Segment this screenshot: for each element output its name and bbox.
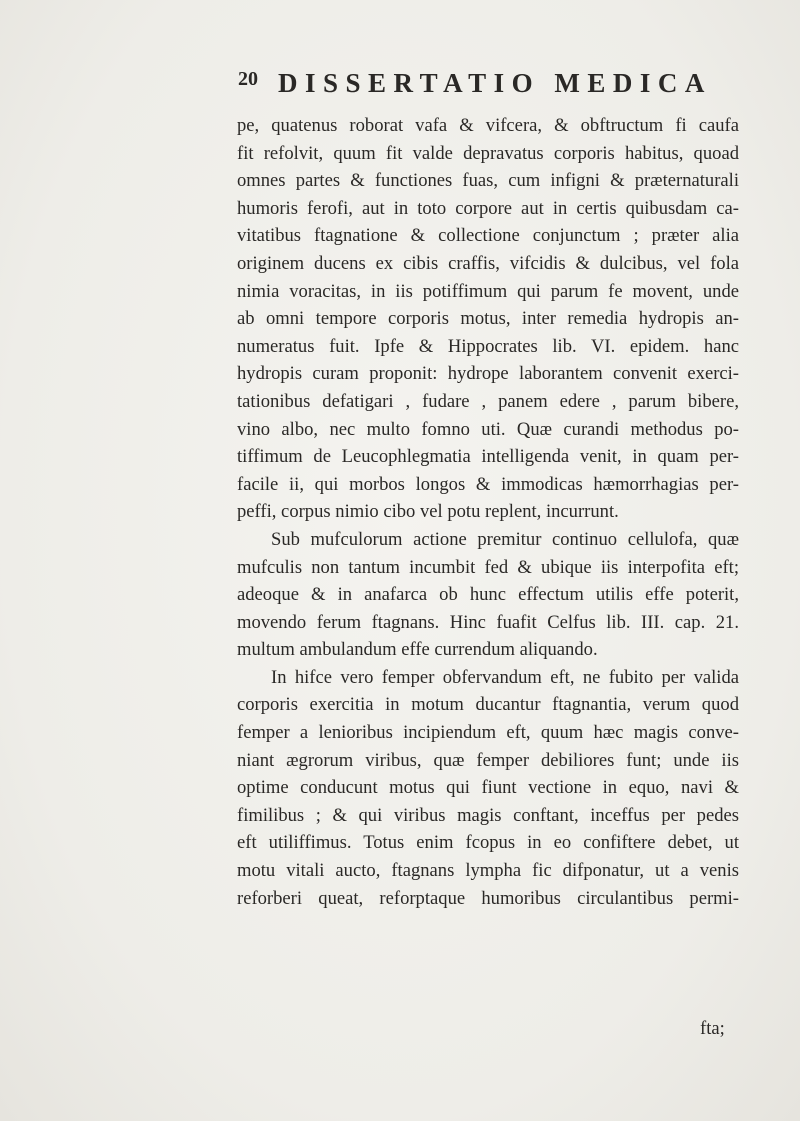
text-line: femper a lenioribus incipiendum eft, quum hæc magis conve- bbox=[237, 722, 739, 744]
text-line: vitatibus ftagnatione & collectione conjunctum ; præter alia bbox=[237, 225, 739, 247]
catchword: fta; bbox=[700, 1018, 725, 1039]
text-line: mufculis non tantum incumbit fed & ubique iis interpofita eft; bbox=[237, 556, 739, 578]
text-line: reforberi queat, reforptaque humoribus circulantibus permi- bbox=[237, 887, 739, 909]
page-header bbox=[238, 68, 738, 104]
text-line: Sub mufculorum actione premitur continuo cellulofa, quæ bbox=[271, 528, 739, 550]
text-line: peffi, corpus nimio cibo vel potu replent, incurrunt. bbox=[237, 501, 619, 523]
text-line: adeoque & in anafarca ob hunc effectum utilis effe poterit, bbox=[237, 584, 739, 606]
text-line: omnes partes & functiones fuas, cum infigni & præternaturali bbox=[237, 170, 739, 192]
text-line: vino albo, nec multo fomno uti. Quæ curandi methodus po- bbox=[237, 418, 739, 440]
text-line: In hifce vero femper obfervandum eft, ne fubito per valida bbox=[271, 666, 739, 688]
text-line: movendo ferum ftagnans. Hinc fuafit Celfus lib. III. cap. 21. bbox=[237, 611, 739, 633]
text-line: tationibus defatigari , fudare , panem edere , parum bibere, bbox=[237, 390, 739, 412]
text-line: originem ducens ex cibis craffis, vifcidis & dulcibus, vel fola bbox=[237, 252, 739, 274]
text-line: corporis exercitia in motum ducantur ftagnantia, verum quod bbox=[237, 694, 739, 716]
text-line: fimilibus ; & qui viribus magis conftant, inceffus per pedes bbox=[237, 804, 739, 826]
text-line: facile ii, qui morbos longos & immodicas hæmorrhagias per- bbox=[237, 473, 739, 495]
text-line: fit refolvit, quum fit valde depravatus corporis habitus, quoad bbox=[237, 142, 739, 164]
page-number: 20 bbox=[238, 68, 258, 90]
text-line: motu vitali aucto, ftagnans lympha fic difponatur, ut a venis bbox=[237, 860, 739, 882]
body-text bbox=[237, 112, 739, 912]
text-line: ab omni tempore corporis motus, inter remedia hydropis an- bbox=[237, 308, 739, 330]
text-line: eft utiliffimus. Totus enim fcopus in eo confiftere debet, ut bbox=[237, 832, 739, 854]
text-line: optime conducunt motus qui fiunt vectione in equo, navi & bbox=[237, 777, 739, 799]
text-line: tiffimum de Leucophlegmatia intelligenda venit, in quam per- bbox=[237, 446, 739, 468]
text-line: niant ægrorum viribus, quæ femper debiliores funt; unde iis bbox=[237, 749, 739, 771]
text-line: pe, quatenus roborat vafa & vifcera, & obftructum fi caufa bbox=[237, 115, 739, 136]
text-line: hydropis curam proponit: hydrope laborantem convenit exerci- bbox=[237, 363, 739, 385]
running-title: DISSERTATIO MEDICA bbox=[278, 68, 712, 98]
text-line: nimia voracitas, in iis potiffimum qui parum fe movent, unde bbox=[237, 280, 739, 302]
text-line: multum ambulandum effe currendum aliquando. bbox=[237, 639, 598, 661]
text-line: humoris ferofi, aut in toto corpore aut in certis quibusdam ca- bbox=[237, 197, 739, 219]
text-line: numeratus fuit. Ipfe & Hippocrates lib. VI. epidem. hanc bbox=[237, 335, 739, 357]
